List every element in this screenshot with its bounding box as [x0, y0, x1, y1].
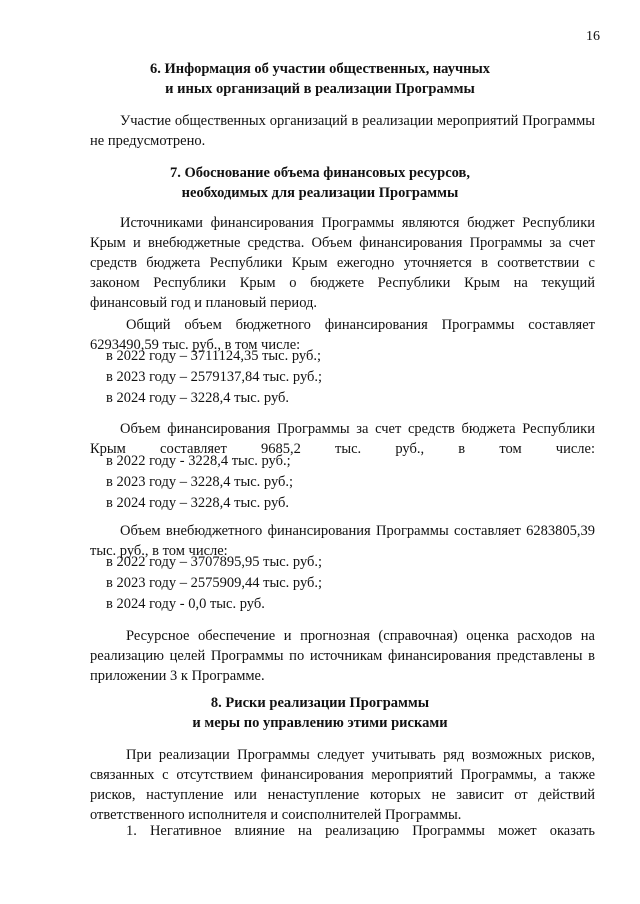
budget-funding-paragraph: Объем финансирования Программы за счет средств бюджета Республики Крым составляет 9685,2 тыс. руб., в том числе:	[90, 421, 595, 457]
section-8-paragraph: При реализации Программы следует учитывать ряд возможных рисков, связанных с отсутствием финансирования мероприятий Программы, а также рисков, наступление или ненаступление которых не зависит от действий ответственного исполнителя и соисполнителей Программы.	[90, 747, 595, 823]
section-8-item-1: 1. Негативное влияние на реализацию Программы может оказать	[126, 823, 595, 839]
section-7-heading	[0, 163, 640, 203]
list-item: в 2024 году - 0,0 тыс. руб.	[106, 596, 265, 612]
list-item: в 2024 году – 3228,4 тыс. руб.	[106, 390, 290, 406]
section-7-heading-line: 7. Обоснование объема финансовых ресурсов,	[169, 165, 470, 181]
section-6-heading	[0, 59, 640, 99]
section-7-heading-line: необходимых для реализации Программы	[181, 185, 459, 201]
list-item: в 2024 году – 3228,4 тыс. руб.	[106, 495, 290, 511]
extrabudget-funding-paragraph: Объем внебюджетного финансирования Программы составляет 6283805,39 тыс. руб., в том числе:	[90, 523, 595, 559]
list-item: в 2023 году – 3228,4 тыс. руб.;	[106, 474, 294, 490]
total-funding-years-list	[106, 346, 322, 409]
list-item: в 2023 году – 2575909,44 тыс. руб.;	[106, 575, 323, 591]
list-item: в 2023 году – 2579137,84 тыс. руб.;	[106, 369, 323, 385]
section-7-intro-paragraph: Источниками финансирования Программы являются бюджет Республики Крым и внебюджетные средства. Объем финансирования Программы за счет средств бюджета Республики Крым ежегодно уточняется в соответствии с законом Республики Крым о бюджете Республики Крым на текущий финансовый год и плановый период.	[90, 215, 595, 311]
section-8-heading-line: и меры по управлению этими рисками	[192, 715, 448, 731]
budget-funding-years-list	[106, 451, 293, 514]
extrabudget-funding-years-list	[106, 552, 322, 615]
section-6-heading-line: 6. Информация об участии общественных, научных	[149, 61, 491, 77]
section-8-heading-line: 8. Риски реализации Программы	[210, 695, 430, 711]
total-funding-paragraph: Общий объем бюджетного финансирования Программы составляет 6293490,59 тыс. руб., в том числе:	[90, 317, 595, 353]
page-number: 16	[586, 29, 600, 44]
list-item: в 2022 году - 3228,4 тыс. руб.;	[106, 453, 291, 469]
resources-paragraph: Ресурсное обеспечение и прогнозная (справочная) оценка расходов на реализацию целей Программы по источникам финансирования представлены в приложении 3 к Программе.	[90, 628, 595, 684]
section-8-heading	[0, 693, 640, 733]
section-6-heading-line: и иных организаций в реализации Программы	[165, 81, 475, 97]
list-item: в 2022 году – 3711124,35 тыс. руб.;	[106, 348, 321, 364]
list-item: в 2022 году – 3707895,95 тыс. руб.;	[106, 554, 323, 570]
section-6-paragraph: Участие общественных организаций в реализации мероприятий Программы не предусмотрено.	[90, 113, 595, 149]
